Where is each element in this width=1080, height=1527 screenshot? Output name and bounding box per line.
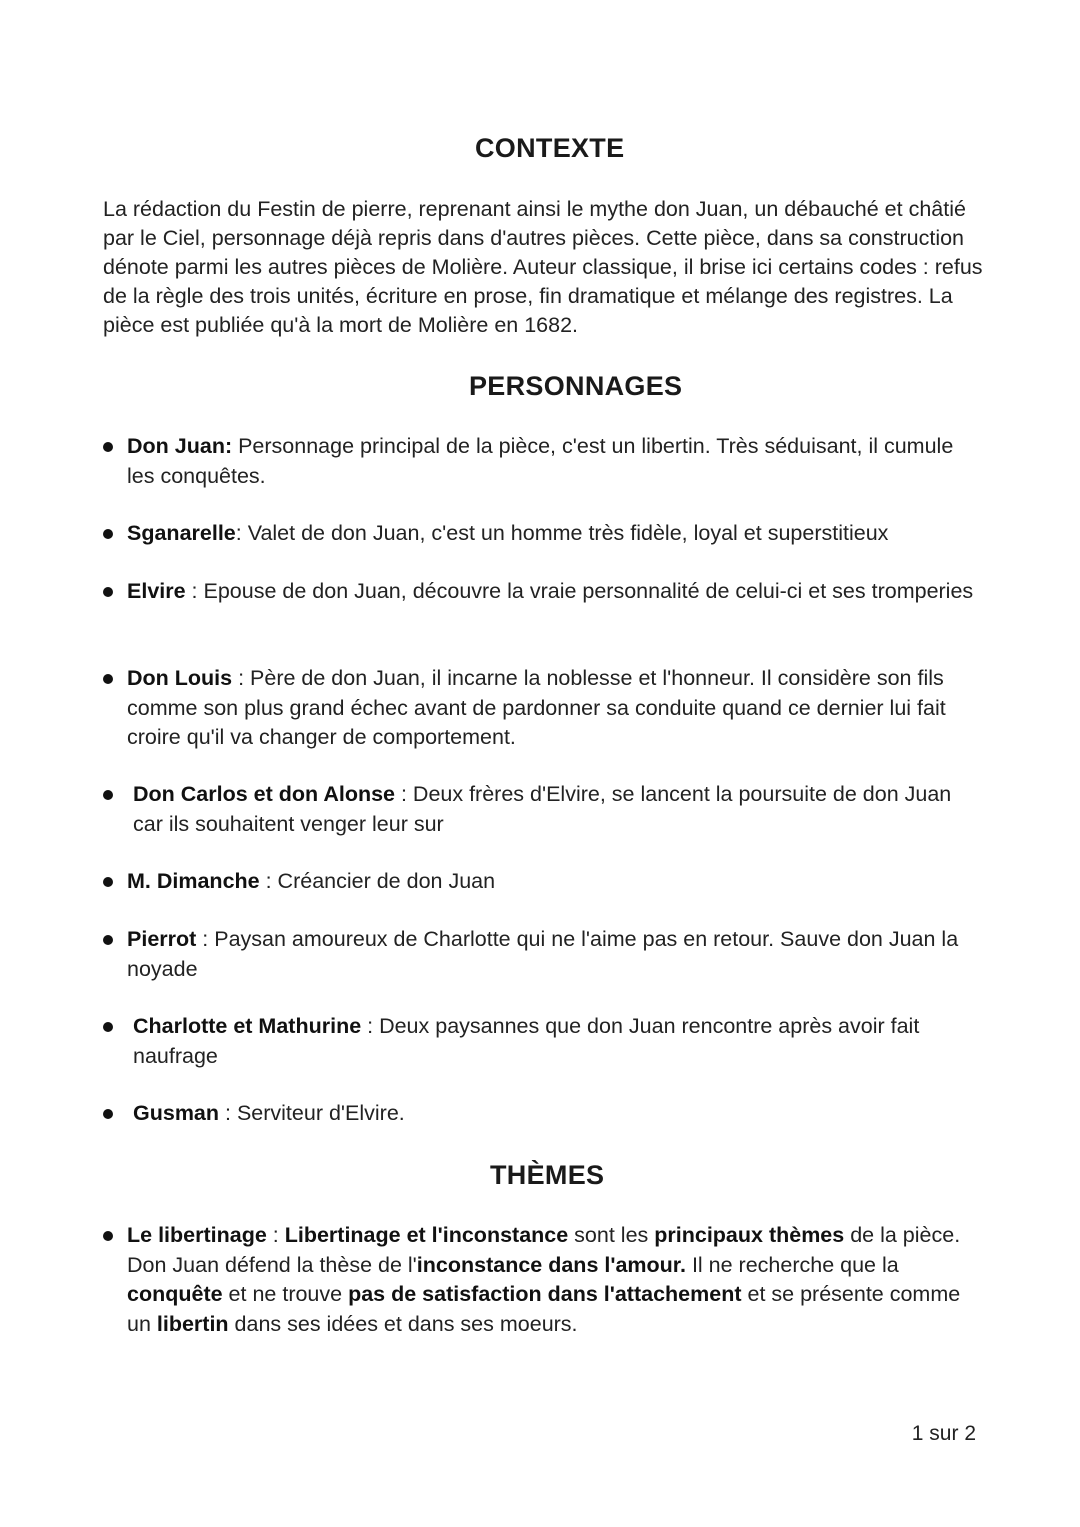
bullet-icon (103, 1231, 113, 1241)
character-name: Gusman (133, 1101, 220, 1125)
document-page: CONTEXTE La rédaction du Festin de pierre, reprenant ainsi le mythe don Juan, un débauché et châtié par le Ciel, personnage déjà repris dans d'autres pièces. Cette pièce, dans sa construction dénote parmi les autres pièces de Molière. Auteur classique, il brise ici certains codes : refus de la règle des trois unités, écriture en prose, fin dramatique et mélange des registres. La pièce est publiée qu'à la mort de Molière en 1682. PERSONNAGES Don Juan: Personnage principal de la pièce, c'est un libertin. Très séduisant, il cumule les conquêtes. Sganarelle: Valet de don Juan, c'est un homme très fidèle, loyal et superstitieux Elvire : Epouse de don Juan, découvre la vraie personnalité de celui-ci et ses tromperies Don Louis : Père de don Juan, il incarne la noblesse et l'honneur. Il considère son fils comme son plus grand échec avant de pardonner sa conduite quand ce dernier lui fait croire qu'il va changer de comportement. Don Carlos et don Alonse : Deux frères d'Elvire, se lancent la poursuite de don Juan car ils souhaitent venger leur sur M. Dimanche : Créancier de don Juan Pierrot : Paysan amoureux de Charlotte qui ne l'aime pas en retour. Sauve don Juan la noyade Charlotte et Mathurine : Deux paysannes que don Juan rencontre après avoir fait naufrage Gusman : Serviteur d'Elvire. THÈMES Le libertinage : Libertinage et l'inconstance sont les principaux thèmes de la pièce. Don Juan défend la thèse de l'inconstance dans l'amour. Il ne recherche que la conquête et ne trouve pas de satisfaction dans l'attachement et se présente comme un libertin dans ses idées et dans ses moeurs. 1 sur 2 (103, 133, 983, 1445)
character-description: Personnage principal de la pièce, c'est un libertin. Très séduisant, il cumule les conquêtes. (127, 434, 954, 488)
character-description: Epouse de don Juan, découvre la vraie personnalité de celui-ci et ses tromperies (203, 579, 974, 603)
bullet-icon (103, 790, 113, 800)
character-description: Deux paysannes que don Juan rencontre après avoir fait naufrage (133, 1014, 920, 1068)
bullet-icon (103, 587, 113, 597)
bullet-icon (103, 529, 113, 539)
contexte-paragraph: La rédaction du Festin de pierre, reprenant ainsi le mythe don Juan, un débauché et châtié par le Ciel, personnage déjà repris dans d'autres pièces. Cette pièce, dans sa construction dénote parmi les autres pièces de Molière. Auteur classique, il brise ici certains codes : refus de la règle des trois unités, écriture en prose, fin dramatique et mélange des registres. La pièce est publiée qu'à la mort de Molière en 1682. (103, 197, 983, 337)
character-name: Sganarelle (127, 521, 236, 545)
character-name: Charlotte et Mathurine (133, 1014, 362, 1038)
character-name: M. Dimanche (127, 869, 260, 893)
character-description: Paysan amoureux de Charlotte qui ne l'aime pas en retour. Sauve don Juan la noyade (127, 927, 959, 981)
personnages-heading: PERSONNAGES (469, 371, 683, 401)
character-name: Don Juan: (127, 434, 233, 458)
bullet-icon (103, 674, 113, 684)
contexte-heading: CONTEXTE (475, 133, 625, 163)
character-description: Créancier de don Juan (277, 869, 496, 893)
character-name: Don Carlos et don Alonse (133, 782, 395, 806)
bullet-icon (103, 442, 113, 452)
bullet-icon (103, 935, 113, 945)
page-number: 1 sur 2 (911, 1422, 976, 1445)
character-description: Serviteur d'Elvire. (236, 1101, 405, 1125)
bullet-icon (103, 877, 113, 887)
character-name: Pierrot (127, 927, 197, 951)
bullet-icon (103, 1022, 113, 1032)
character-description: Deux frères d'Elvire, se lancent la poursuite de don Juan car ils souhaitent venger leur sur (133, 782, 952, 836)
character-description: Valet de don Juan, c'est un homme très fidèle, loyal et superstitieux (247, 521, 889, 545)
character-name: Elvire (127, 579, 186, 603)
themes-heading: THÈMES (490, 1160, 605, 1190)
character-description: Père de don Juan, il incarne la noblesse et l'honneur. Il considère son fils comme son plus grand échec avant de pardonner sa conduite quand ce dernier lui fait croire qu'il va changer de comportement. (127, 666, 946, 749)
bullet-icon (103, 1109, 113, 1119)
character-name: Don Louis (127, 666, 233, 690)
